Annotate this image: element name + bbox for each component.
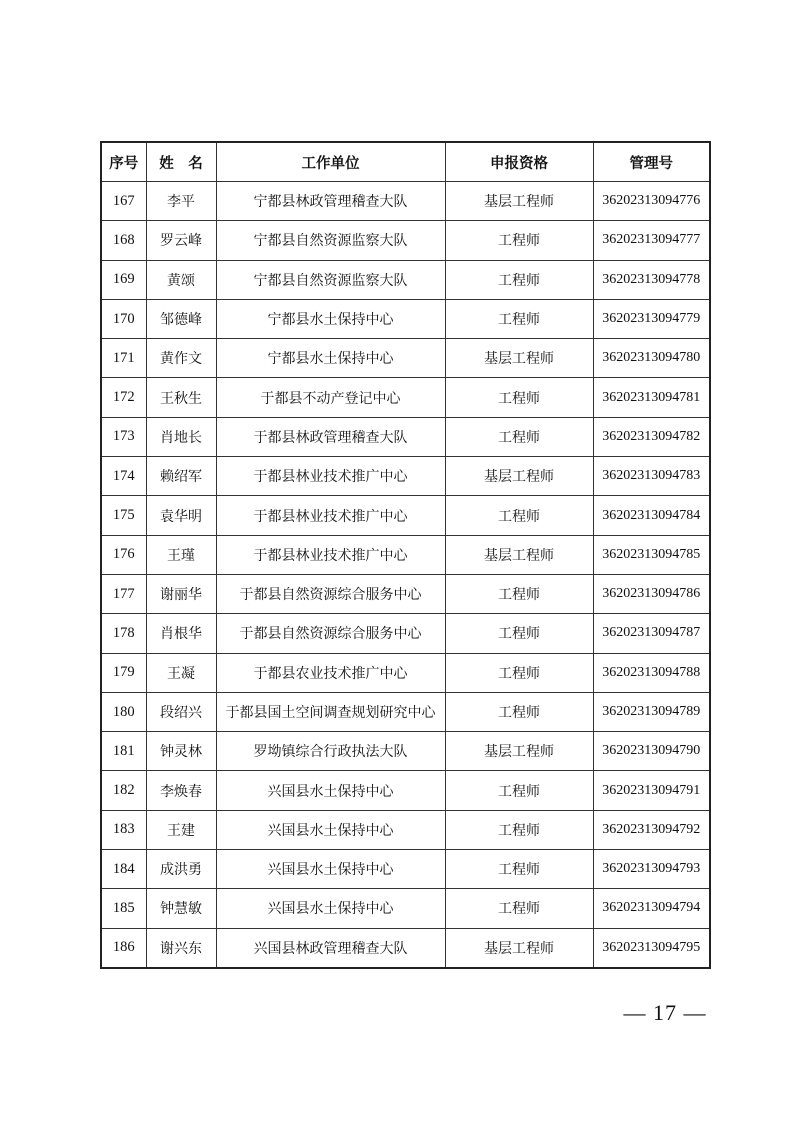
cell-name: 肖根华 <box>146 614 216 653</box>
cell-qualification: 基层工程师 <box>445 457 593 496</box>
cell-unit: 于都县不动产登记中心 <box>216 378 445 417</box>
cell-unit: 于都县国土空间调查规划研究中心 <box>216 692 445 731</box>
cell-qualification: 基层工程师 <box>445 928 593 968</box>
header-seq: 序号 <box>101 142 146 182</box>
cell-management-number: 36202313094793 <box>593 850 710 889</box>
cell-management-number: 36202313094778 <box>593 260 710 299</box>
cell-name: 肖地长 <box>146 417 216 456</box>
cell-seq: 177 <box>101 574 146 613</box>
cell-unit: 兴国县林政管理稽查大队 <box>216 928 445 968</box>
table-row <box>101 653 710 692</box>
table-row <box>101 417 710 456</box>
cell-management-number: 36202313094777 <box>593 221 710 260</box>
cell-name: 黄作文 <box>146 339 216 378</box>
cell-unit: 于都县林政管理稽查大队 <box>216 417 445 456</box>
cell-qualification: 工程师 <box>445 260 593 299</box>
cell-unit: 宁都县自然资源监察大队 <box>216 221 445 260</box>
cell-management-number: 36202313094783 <box>593 457 710 496</box>
cell-management-number: 36202313094791 <box>593 771 710 810</box>
cell-management-number: 36202313094780 <box>593 339 710 378</box>
cell-management-number: 36202313094788 <box>593 653 710 692</box>
cell-qualification: 工程师 <box>445 771 593 810</box>
cell-seq: 169 <box>101 260 146 299</box>
cell-management-number: 36202313094776 <box>593 182 710 221</box>
table-row <box>101 339 710 378</box>
page-number: — 17 — <box>623 1000 707 1025</box>
table-row <box>101 889 710 928</box>
table-row <box>101 732 710 771</box>
cell-qualification: 工程师 <box>445 221 593 260</box>
personnel-table <box>100 141 711 969</box>
cell-name: 成洪勇 <box>146 850 216 889</box>
cell-name: 王建 <box>146 810 216 849</box>
cell-seq: 176 <box>101 535 146 574</box>
table-row <box>101 535 710 574</box>
cell-qualification: 基层工程师 <box>445 339 593 378</box>
cell-unit: 于都县林业技术推广中心 <box>216 535 445 574</box>
table-row <box>101 574 710 613</box>
cell-name: 邹德峰 <box>146 299 216 338</box>
cell-name: 李焕春 <box>146 771 216 810</box>
table-header-row <box>101 142 710 182</box>
cell-seq: 167 <box>101 182 146 221</box>
cell-qualification: 工程师 <box>445 889 593 928</box>
cell-seq: 181 <box>101 732 146 771</box>
cell-name: 谢兴东 <box>146 928 216 968</box>
cell-qualification: 工程师 <box>445 378 593 417</box>
cell-seq: 185 <box>101 889 146 928</box>
cell-qualification: 工程师 <box>445 417 593 456</box>
cell-unit: 于都县自然资源综合服务中心 <box>216 614 445 653</box>
cell-unit: 兴国县水土保持中心 <box>216 810 445 849</box>
cell-seq: 182 <box>101 771 146 810</box>
table-row <box>101 850 710 889</box>
cell-management-number: 36202313094795 <box>593 928 710 968</box>
table-row <box>101 771 710 810</box>
cell-seq: 183 <box>101 810 146 849</box>
cell-seq: 175 <box>101 496 146 535</box>
cell-unit: 兴国县水土保持中心 <box>216 889 445 928</box>
cell-name: 谢丽华 <box>146 574 216 613</box>
cell-management-number: 36202313094786 <box>593 574 710 613</box>
cell-unit: 兴国县水土保持中心 <box>216 771 445 810</box>
cell-management-number: 36202313094781 <box>593 378 710 417</box>
table-row <box>101 378 710 417</box>
cell-qualification: 基层工程师 <box>445 535 593 574</box>
table-row <box>101 928 710 968</box>
cell-management-number: 36202313094785 <box>593 535 710 574</box>
cell-qualification: 工程师 <box>445 850 593 889</box>
cell-name: 钟灵林 <box>146 732 216 771</box>
cell-unit: 宁都县林政管理稽查大队 <box>216 182 445 221</box>
cell-unit: 于都县林业技术推广中心 <box>216 496 445 535</box>
table-row <box>101 182 710 221</box>
cell-seq: 179 <box>101 653 146 692</box>
cell-unit: 于都县农业技术推广中心 <box>216 653 445 692</box>
cell-management-number: 36202313094787 <box>593 614 710 653</box>
cell-unit: 宁都县水土保持中心 <box>216 299 445 338</box>
cell-management-number: 36202313094794 <box>593 889 710 928</box>
table-row <box>101 260 710 299</box>
cell-seq: 184 <box>101 850 146 889</box>
header-unit: 工作单位 <box>216 142 445 182</box>
cell-unit: 罗坳镇综合行政执法大队 <box>216 732 445 771</box>
cell-seq: 171 <box>101 339 146 378</box>
cell-seq: 173 <box>101 417 146 456</box>
cell-seq: 170 <box>101 299 146 338</box>
table-body <box>101 182 710 968</box>
cell-unit: 宁都县水土保持中心 <box>216 339 445 378</box>
cell-name: 王秋生 <box>146 378 216 417</box>
cell-management-number: 36202313094792 <box>593 810 710 849</box>
table-row <box>101 221 710 260</box>
cell-name: 段绍兴 <box>146 692 216 731</box>
cell-name: 袁华明 <box>146 496 216 535</box>
table-row <box>101 496 710 535</box>
cell-unit: 宁都县自然资源监察大队 <box>216 260 445 299</box>
header-qualification: 申报资格 <box>445 142 593 182</box>
cell-unit: 于都县自然资源综合服务中心 <box>216 574 445 613</box>
header-management-number: 管理号 <box>593 142 710 182</box>
cell-seq: 186 <box>101 928 146 968</box>
cell-name: 赖绍军 <box>146 457 216 496</box>
cell-unit: 于都县林业技术推广中心 <box>216 457 445 496</box>
cell-name: 钟慧敏 <box>146 889 216 928</box>
cell-qualification: 工程师 <box>445 299 593 338</box>
cell-management-number: 36202313094789 <box>593 692 710 731</box>
cell-unit: 兴国县水土保持中心 <box>216 850 445 889</box>
header-name: 姓 名 <box>146 142 216 182</box>
cell-qualification: 工程师 <box>445 614 593 653</box>
cell-qualification: 工程师 <box>445 496 593 535</box>
table-row <box>101 299 710 338</box>
cell-qualification: 工程师 <box>445 692 593 731</box>
cell-name: 王瑾 <box>146 535 216 574</box>
cell-qualification: 工程师 <box>445 574 593 613</box>
cell-name: 王凝 <box>146 653 216 692</box>
cell-seq: 180 <box>101 692 146 731</box>
cell-management-number: 36202313094782 <box>593 417 710 456</box>
table-row <box>101 810 710 849</box>
cell-management-number: 36202313094790 <box>593 732 710 771</box>
cell-qualification: 基层工程师 <box>445 732 593 771</box>
table-row <box>101 457 710 496</box>
table-row <box>101 692 710 731</box>
cell-qualification: 基层工程师 <box>445 182 593 221</box>
cell-name: 李平 <box>146 182 216 221</box>
cell-name: 黄颂 <box>146 260 216 299</box>
cell-seq: 178 <box>101 614 146 653</box>
cell-qualification: 工程师 <box>445 653 593 692</box>
cell-management-number: 36202313094779 <box>593 299 710 338</box>
cell-seq: 168 <box>101 221 146 260</box>
cell-name: 罗云峰 <box>146 221 216 260</box>
cell-seq: 174 <box>101 457 146 496</box>
cell-management-number: 36202313094784 <box>593 496 710 535</box>
cell-seq: 172 <box>101 378 146 417</box>
table-row <box>101 614 710 653</box>
cell-qualification: 工程师 <box>445 810 593 849</box>
